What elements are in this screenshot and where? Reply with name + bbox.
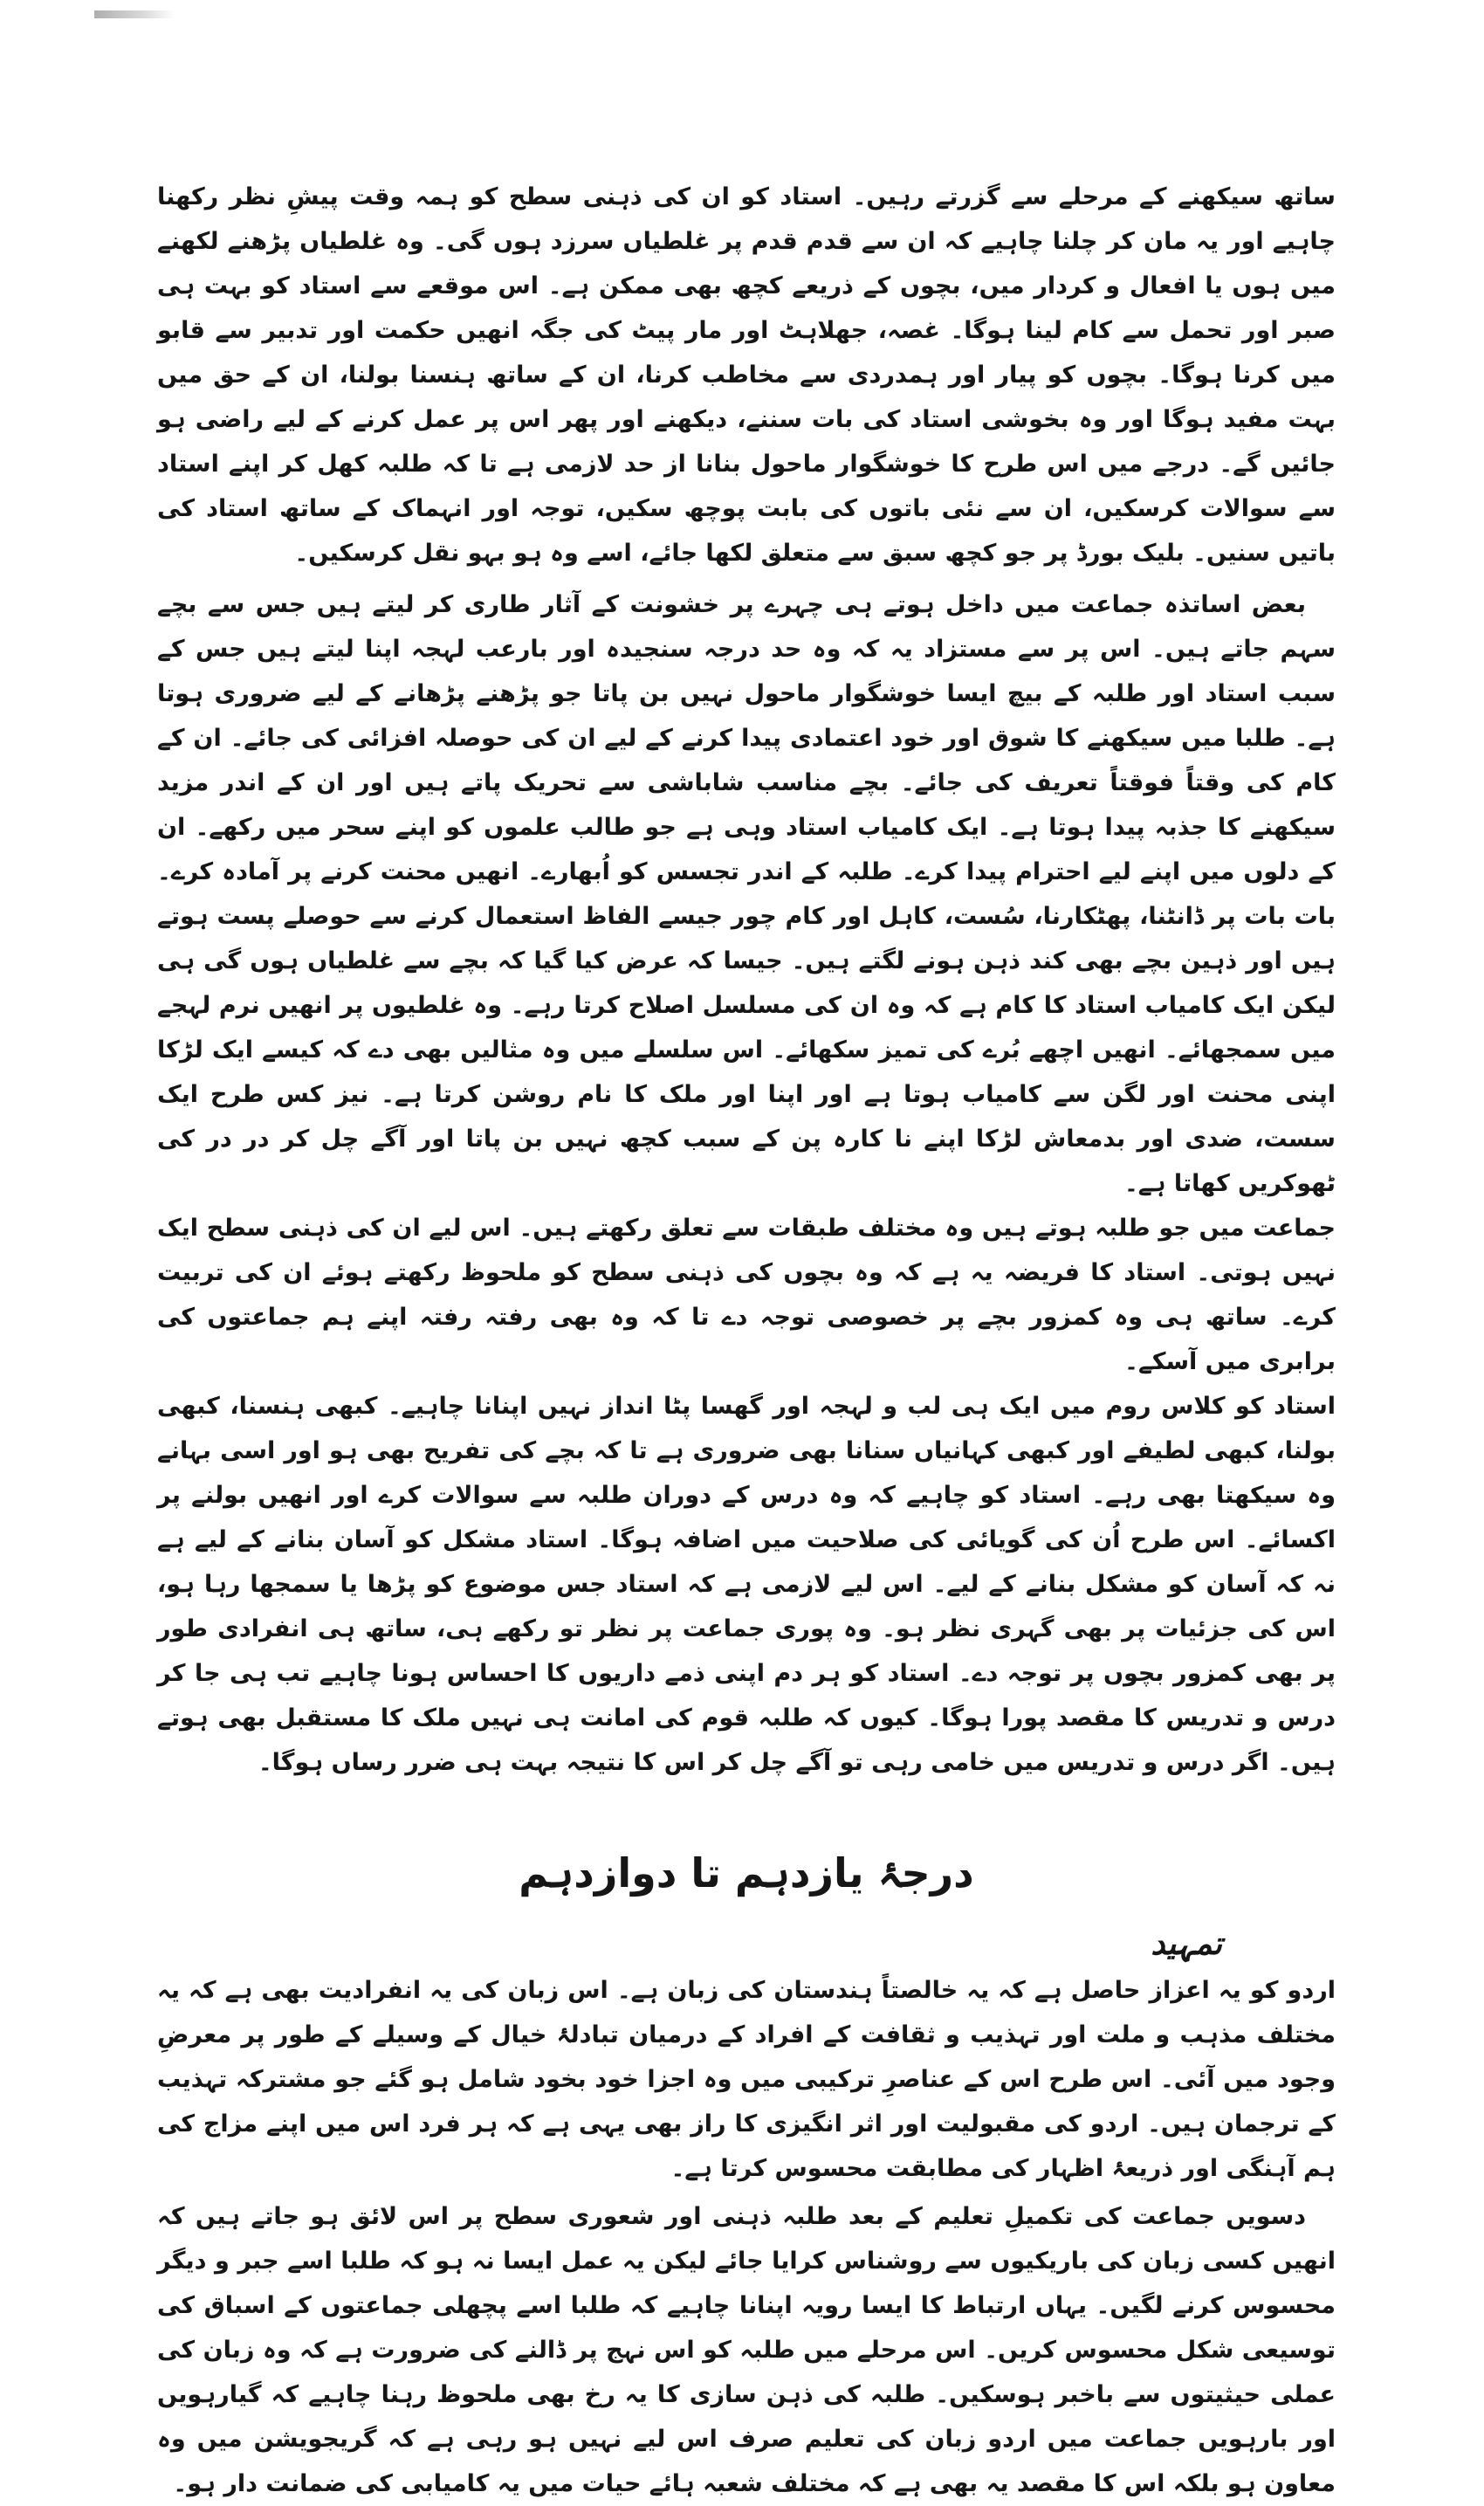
section-heading: درجۂ یازدہم تا دوازدہم: [519, 1849, 974, 1897]
paragraph: ساتھ سیکھنے کے مرحلے سے گزرتے رہیں۔ استاد کو ان کی ذہنی سطح کو ہمہ وقت پیشِ نظر رکھنا چاہیے اور یہ مان کر چلنا چاہیے کہ ان سے قدم قدم پر غلطیاں سرزد ہوں گی۔ وہ غلطیاں پڑھنے لکھنے میں ہوں یا افعال و کردار میں، بچوں کے ذریعے کچھ بھی ممکن ہے۔ اس موقعے سے استاد کو بہت ہی صبر اور تحمل سے کام لینا ہوگا۔ غصہ، جھلاہٹ اور مار پیٹ کی جگہ انھیں حکمت اور تدبیر سے قابو میں کرنا ہوگا۔ بچوں کو پیار اور ہمدردی سے مخاطب کرنا، ان کے ساتھ ہنسنا بولنا، ان کے حق میں بہت مفید ہوگا اور وہ بخوشی استاد کی بات سننے، دیکھنے اور پھر اس پر عمل کرنے کے لیے راضی ہو جائیں گے۔ درجے میں اس طرح کا خوشگوار ماحول بنانا از حد لازمی ہے تا کہ طلبہ کھل کر اپنے استاد سے سوالات کرسکیں، ان سے نئی باتوں کی بابت پوچھ سکیں، توجہ اور انہماک کے ساتھ استاد کی باتیں سنیں۔ بلیک بورڈ پر جو کچھ سبق سے متعلق لکھا جائے، اسے وہ ہو بہو نقل کرسکیں۔: [157, 183, 1336, 567]
paragraph: دسویں جماعت کی تکمیلِ تعلیم کے بعد طلبہ ذہنی اور شعوری سطح پر اس لائق ہو جاتے ہیں کہ انھیں کسی زبان کی باریکیوں سے روشناس کرایا جائے لیکن یہ عمل ایسا نہ ہو کہ طلبا اسے جبر و دیگر محسوس کرنے لگیں۔ یہاں ارتباط کا ایسا رویہ اپنانا چاہیے کہ طلبا اسے پچھلی جماعتوں کے اسباق کی توسیعی شکل محسوس کریں۔ اس مرحلے میں طلبہ کو اس نہج پر ڈالنے کی ضرورت ہے کہ وہ زبان کی عملی حیثیتوں سے باخبر ہوسکیں۔ طلبہ کی ذہن سازی کا یہ رخ بھی ملحوظ رہنا چاہیے کہ گیارہویں اور بارہویں جماعت میں اردو زبان کی تعلیم صرف اس لیے نہیں ہو رہی ہے کہ گریجویشن میں وہ معاون ہو بلکہ اس کا مقصد یہ بھی ہے کہ مختلف شعبہ ہائے حیات میں یہ کامیابی کی ضمانت دار ہو۔: [157, 2203, 1336, 2497]
document-page: [157, 175, 1336, 2497]
section-teaching-guidance: [157, 175, 1336, 1785]
section-subheading: تمہید: [1151, 1925, 1222, 1962]
paragraph: جماعت میں جو طلبہ ہوتے ہیں وہ مختلف طبقات سے تعلق رکھتے ہیں۔ اس لیے ان کی ذہنی سطح ایک نہیں ہوتی۔ استاد کا فریضہ یہ ہے کہ وہ بچوں کی ذہنی سطح کو ملحوظ رکھتے ہوئے ان کی تربیت کرے۔ ساتھ ہی وہ کمزور بچے پر خصوصی توجہ دے تا کہ وہ بھی رفتہ رفتہ اپنے ہم جماعتوں کی برابری میں آسکے۔: [157, 1215, 1336, 1375]
paragraph: اردو کو یہ اعزاز حاصل ہے کہ یہ خالصتاً ہندستان کی زبان ہے۔ اس زبان کی یہ انفرادیت بھی ہے کہ یہ مختلف مذہب و ملت اور تہذیب و ثقافت کے افراد کے درمیان تبادلۂ خیال کے وسیلے کے طور پر معرضِ وجود میں آئی۔ اس طرح اس کے عناصرِ ترکیبی میں وہ اجزا خود بخود شامل ہو گئے جو مشترکہ تہذیب کے ترجمان ہیں۔ اردو کی مقبولیت اور اثر انگیزی کا راز بھی یہی ہے کہ ہر فرد اس میں اپنے مزاج کی ہم آہنگی اور ذریعۂ اظہار کی مطابقت محسوس کرتا ہے۔: [157, 1977, 1336, 2182]
paragraph: استاد کو کلاس روم میں ایک ہی لب و لہجہ اور گھسا پٹا انداز نہیں اپنانا چاہیے۔ کبھی ہنسنا، کبھی بولنا، کبھی لطیفے اور کبھی کہانیاں سنانا بھی ضروری ہے تا کہ بچے کی تفریح بھی ہو اور اسی بہانے وہ سیکھتا بھی رہے۔ استاد کو چاہیے کہ وہ درس کے دوران طلبہ سے سوالات کرے اور انھیں بولنے پر اکسائے۔ اس طرح اُن کی گویائی کی صلاحیت میں اضافہ ہوگا۔ استاد مشکل کو آسان بنانے کے لیے ہے نہ کہ آسان کو مشکل بنانے کے لیے۔ اس لیے لازمی ہے کہ استاد جس موضوع کو پڑھا یا سمجھا رہا ہو، اس کی جزئیات پر بھی گہری نظر ہو۔ وہ پوری جماعت پر نظر تو رکھے ہی، ساتھ ہی انفرادی طور پر بھی کمزور بچوں پر توجہ دے۔ استاد کو ہر دم اپنی ذمے داریوں کا احساس ہونا چاہیے تب ہی جا کر درس و تدریس کا مقصد پورا ہوگا۔ کیوں کہ طلبہ قوم کی امانت ہی نہیں ملک کا مستقبل بھی ہوتے ہیں۔ اگر درس و تدریس میں خامی رہی تو آگے چل کر اس کا نتیجہ بہت ہی ضرر رساں ہوگا۔: [157, 1393, 1336, 1776]
paragraph: بعض اساتذہ جماعت میں داخل ہوتے ہی چہرے پر خشونت کے آثار طاری کر لیتے ہیں جس سے بچے سہم جاتے ہیں۔ اس پر سے مستزاد یہ کہ وہ حد درجہ سنجیدہ اور بارعب لہجہ اپنا لیتے ہیں جس کے سبب استاد اور طلبہ کے بیچ ایسا خوشگوار ماحول نہیں بن پاتا جو پڑھنے پڑھانے کے لیے ضروری ہوتا ہے۔ طلبا میں سیکھنے کا شوق اور خود اعتمادی پیدا کرنے کے لیے ان کی حوصلہ افزائی کی جائے۔ ان کے کام کی وقتاً فوقتاً تعریف کی جائے۔ بچے مناسب شاباشی سے تحریک پاتے ہیں اور ان کے اندر مزید سیکھنے کا جذبہ پیدا ہوتا ہے۔ ایک کامیاب استاد وہی ہے جو طالب علموں کو اپنے سحر میں رکھے۔ ان کے دلوں میں اپنے لیے احترام پیدا کرے۔ طلبہ کے اندر تجسس کو اُبھارے۔ انھیں محنت کرنے پر آمادہ کرے۔ بات بات پر ڈانٹنا، پھٹکارنا، سُست، کاہل اور کام چور جیسے الفاظ استعمال کرنے سے حوصلے پست ہوتے ہیں اور ذہین بچے بھی کند ذہن ہونے لگتے ہیں۔ جیسا کہ عرض کیا گیا کہ بچے سے غلطیاں ہوں گی ہی لیکن ایک کامیاب استاد کا کام ہے کہ وہ ان کی مسلسل اصلاح کرتا رہے۔ وہ غلطیوں پر انھیں نرم لہجے میں سمجھائے۔ انھیں اچھے بُرے کی تمیز سکھائے۔ اس سلسلے میں وہ مثالیں بھی دے کہ کیسے ایک لڑکا اپنی محنت اور لگن سے کامیاب ہوتا ہے اور اپنا اور ملک کا نام روشن کرتا ہے۔ نیز کس طرح ایک سست، ضدی اور بدمعاش لڑکا اپنے نا کارہ پن کے سبب کچھ نہیں بن پاتا اور آگے چل کر در در کی ٹھوکریں کھاتا ہے۔: [157, 591, 1336, 1197]
scan-artifact: [94, 10, 175, 18]
section-grade-11-12: [157, 1846, 1336, 2506]
